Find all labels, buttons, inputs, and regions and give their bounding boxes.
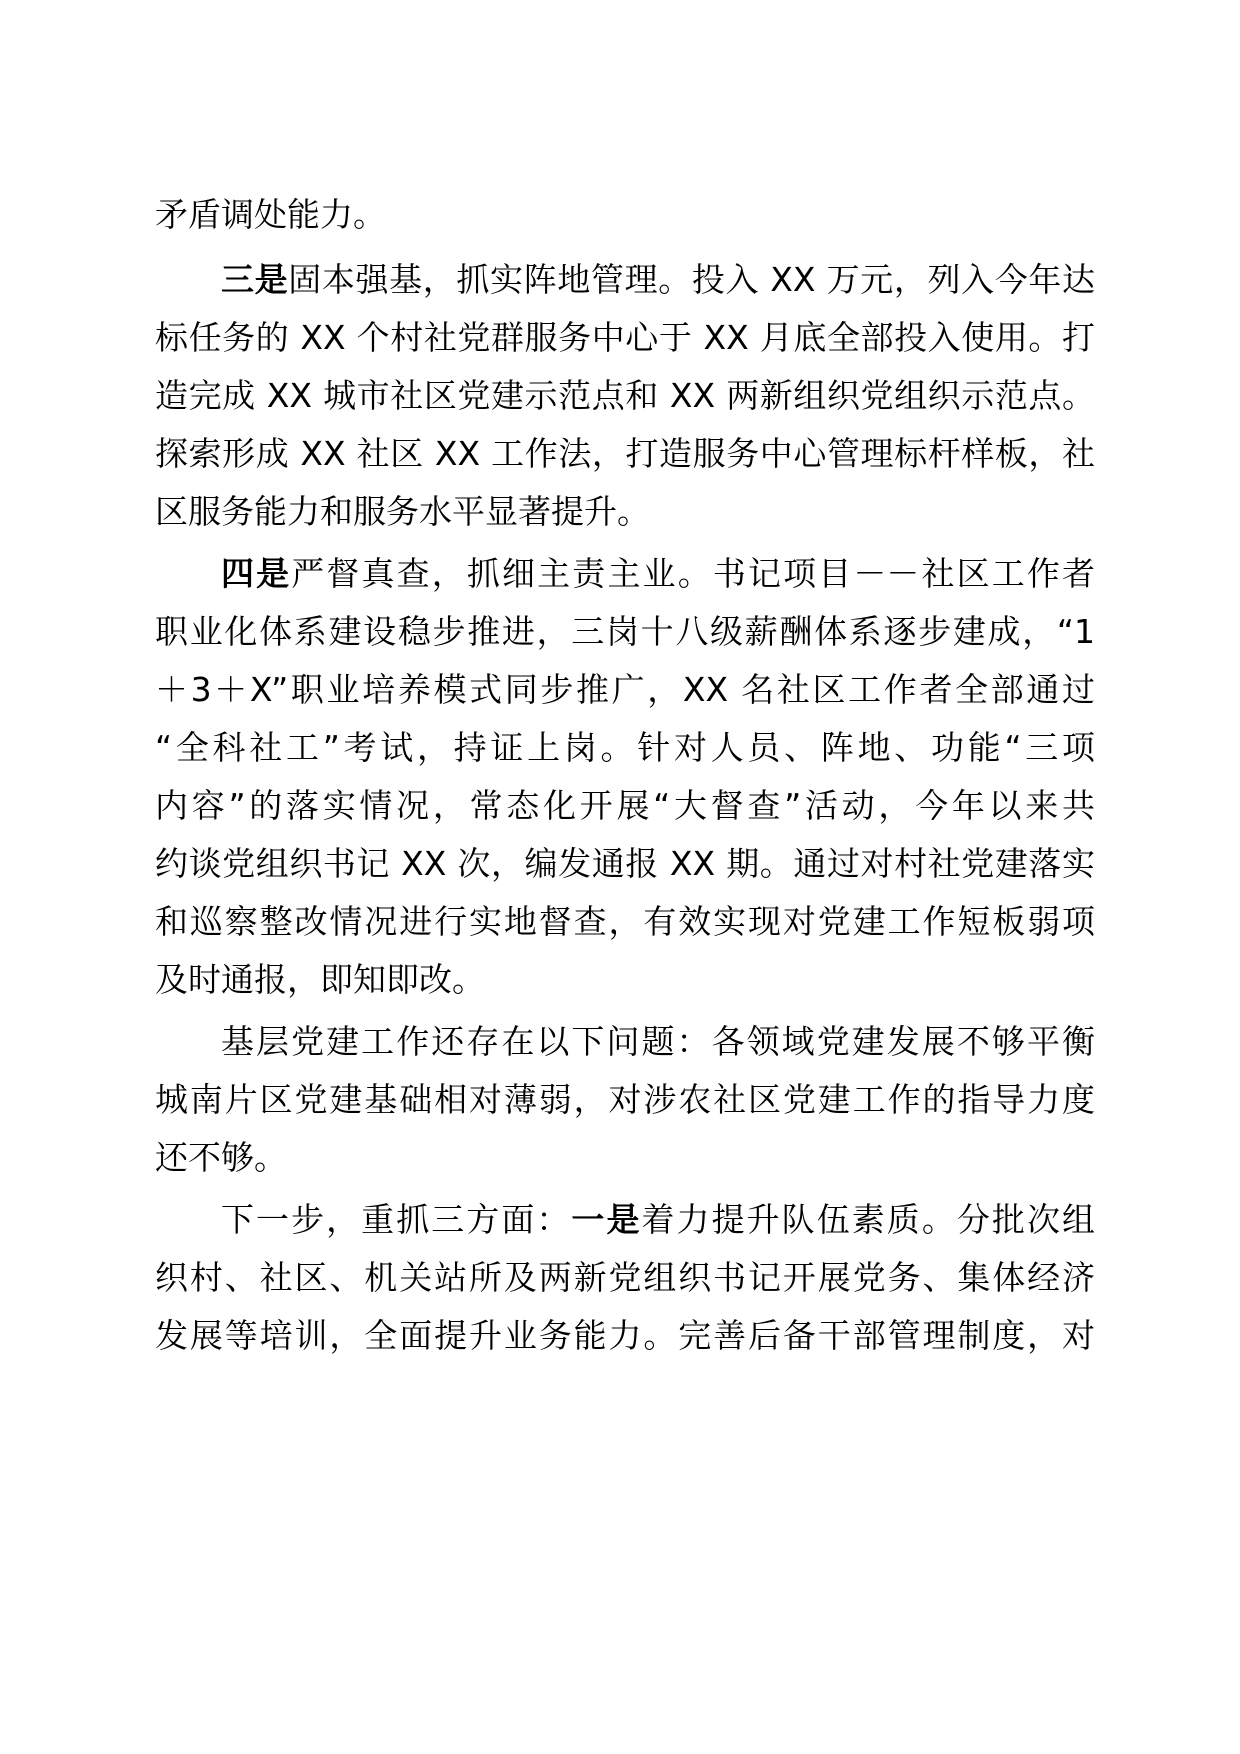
line-text: 发展等培训，全面提升业务能力。完善后备干部管理制度，对 (155, 1316, 1095, 1355)
line-text: 城南片区党建基础相对薄弱，对涉农社区党建工作的指导力度 (155, 1080, 1095, 1119)
line-text: 着力提升队伍素质。分批次组 (641, 1200, 1096, 1239)
line-prefix: 下一步，重抓三方面： (221, 1200, 572, 1239)
line-text: 标任务的 XX 个村社党群服务中心于 XX 月底全部投入使用。打 (155, 318, 1095, 357)
line-text: 织村、社区、机关站所及两新党组织书记开展党务、集体经济 (155, 1258, 1095, 1297)
text-line (155, 482, 1095, 542)
text-line (155, 1248, 1095, 1308)
bold-lead: 一是 (571, 1200, 642, 1239)
line-text: 固本强基，抓实阵地管理。投入 XX 万元，列入今年达 (288, 260, 1095, 299)
line-text: 区服务能力和服务水平显著提升。 (155, 492, 650, 531)
paragraph-start-line (221, 250, 1095, 310)
line-text: 约谈党组织书记 XX 次，编发通报 XX 期。通过对村社党建落实 (155, 844, 1095, 883)
line-text: 严督真查，抓细主责主业。书记项目－－社区工作者 (291, 554, 1096, 593)
text-line (155, 776, 1095, 836)
text-line (155, 1070, 1095, 1130)
text-line (155, 950, 1095, 1010)
text-line (155, 602, 1095, 662)
text-line (155, 308, 1095, 368)
line-text: “全科社工”考试，持证上岗。针对人员、阵地、功能“三项 (155, 728, 1095, 767)
line-text: 职业化体系建设稳步推进，三岗十八级薪酬体系逐步建成，“1 (155, 612, 1095, 651)
line-text: 和巡察整改情况进行实地督查，有效实现对党建工作短板弱项 (155, 902, 1095, 941)
line-text: 造完成 XX 城市社区党建示范点和 XX 两新组织党组织示范点。 (155, 376, 1095, 415)
text-line (155, 424, 1095, 484)
bold-lead: 三是 (221, 260, 289, 299)
text-line (155, 185, 1095, 245)
line-text: 矛盾调处能力。 (155, 195, 386, 234)
text-line (155, 892, 1095, 952)
paragraph-start-line (221, 544, 1095, 604)
line-text: 内容”的落实情况，常态化开展“大督查”活动，今年以来共 (155, 786, 1095, 825)
paragraph-start-line (221, 1012, 1095, 1072)
bold-lead: 四是 (221, 554, 292, 593)
text-line (155, 1306, 1095, 1366)
paragraph-start-line (221, 1190, 1095, 1250)
text-line (155, 1128, 1095, 1188)
text-line (155, 660, 1095, 720)
line-text: 基层党建工作还存在以下问题：各领域党建发展不够平衡 (221, 1022, 1095, 1061)
line-text: 探索形成 XX 社区 XX 工作法，打造服务中心管理标杆样板，社 (155, 434, 1095, 473)
text-line (155, 718, 1095, 778)
line-text: 还不够。 (155, 1138, 287, 1177)
text-line (155, 366, 1095, 426)
text-line (155, 834, 1095, 894)
line-text: 及时通报，即知即改。 (155, 960, 485, 999)
line-text: ＋3＋X”职业培养模式同步推广，XX 名社区工作者全部通过 (155, 670, 1095, 709)
